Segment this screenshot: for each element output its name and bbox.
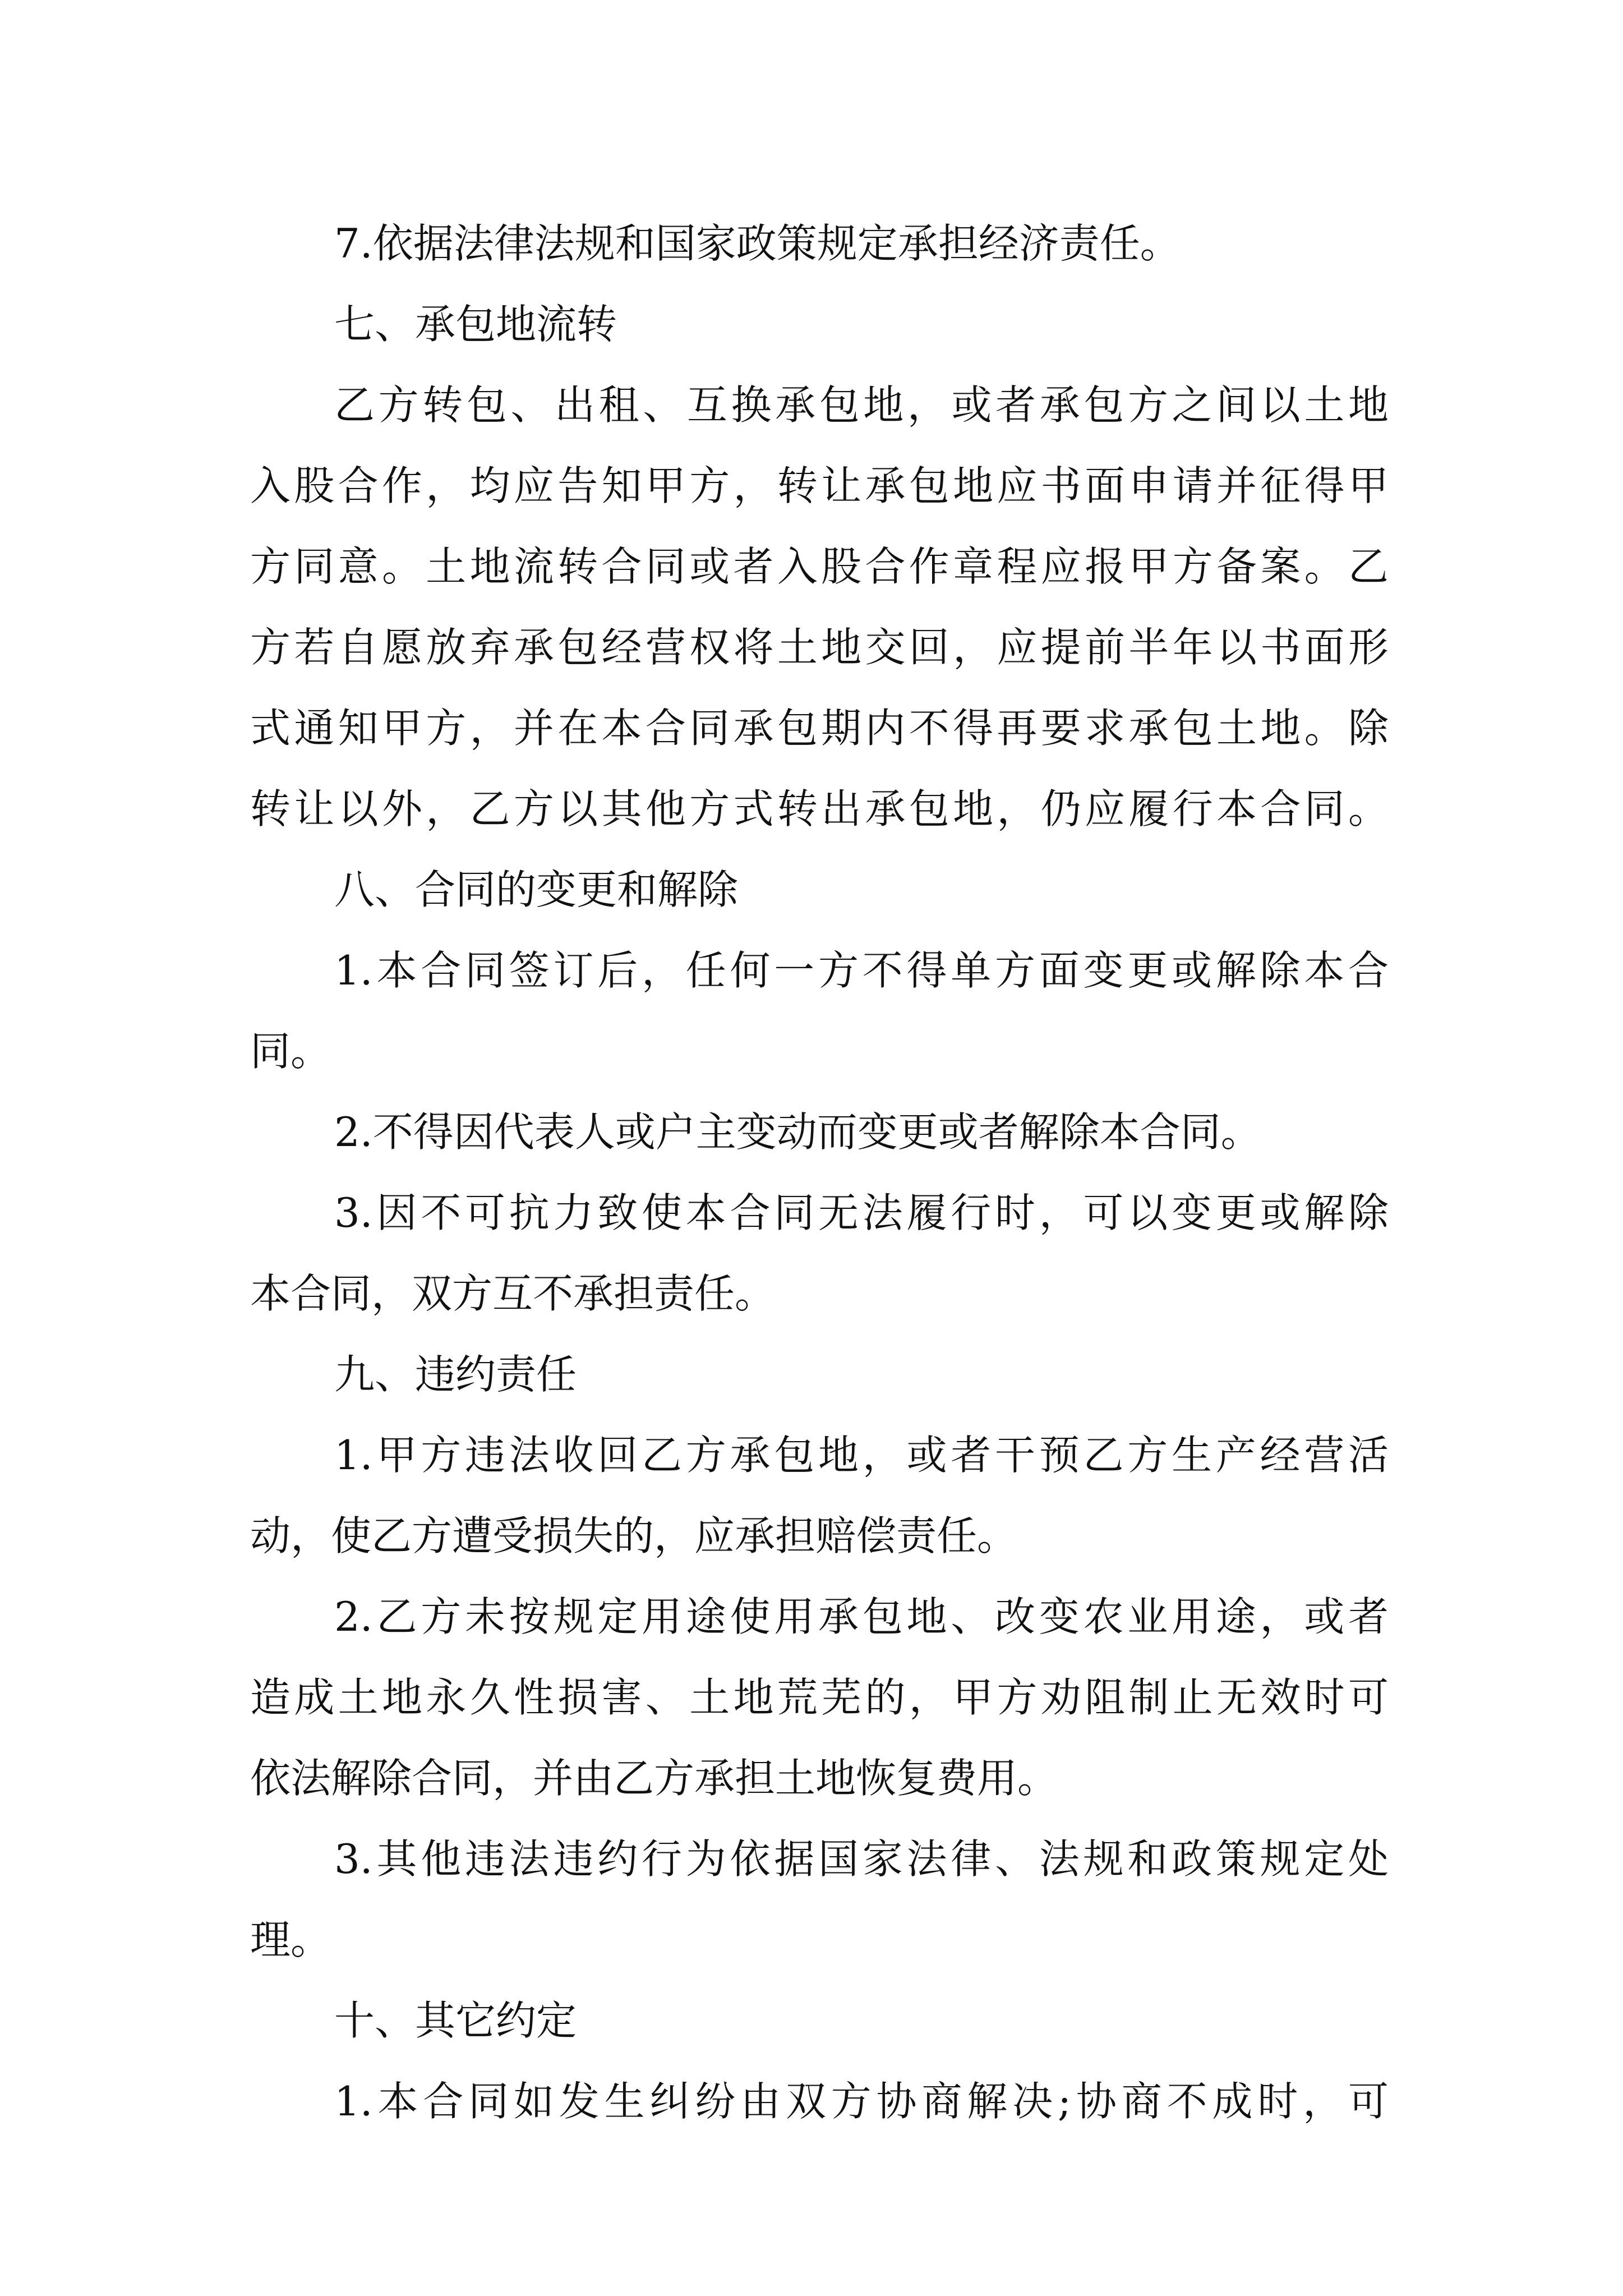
paragraph-line: 本合同，双方互不承担责任。 (250, 1270, 776, 1317)
clause-9-item-2: 2.乙方未按规定用途使用承包地、改变农业用途，或者 (334, 1593, 1389, 1640)
clause-10-item-1: 1.本合同如发生纠纷由双方协商解决;协商不成时，可 (334, 2078, 1389, 2125)
section-heading-8-change-termination: 八、合同的变更和解除 (334, 866, 739, 913)
contract-body-text (250, 203, 1389, 2142)
section-heading-7-land-transfer: 七、承包地流转 (334, 301, 617, 348)
section-heading-10-other-terms: 十、其它约定 (334, 1997, 577, 2044)
paragraph-line: 入股合作，均应告知甲方，转让承包地应书面申请并征得甲 (250, 462, 1389, 509)
clause-9-item-3: 3.其他违法违约行为依据国家法律、法规和政策规定处 (334, 1835, 1389, 1883)
clause-8-item-3: 3.因不可抗力致使本合同无法履行时，可以变更或解除 (334, 1189, 1389, 1236)
paragraph-line: 式通知甲方，并在本合同承包期内不得再要求承包土地。除 (250, 705, 1389, 752)
paragraph-line: 依法解除合同，并由乙方承担土地恢复费用。 (250, 1755, 1058, 1802)
paragraph-line: 造成土地永久性损害、土地荒芜的，甲方劝阻制止无效时可 (250, 1674, 1389, 1721)
paragraph-line: 乙方转包、出租、互换承包地，或者承包方之间以土地 (334, 381, 1389, 429)
paragraph-line: 方同意。土地流转合同或者入股合作章程应报甲方备案。乙 (250, 543, 1389, 590)
section-heading-9-liability: 九、违约责任 (334, 1351, 577, 1398)
clause-9-item-1: 1.甲方违法收回乙方承包地，或者干预乙方生产经营活 (334, 1432, 1389, 1479)
clause-6-item-7: 7.依据法律法规和国家政策规定承担经济责任。 (334, 220, 1181, 267)
clause-8-item-1: 1.本合同签订后，任何一方不得单方面变更或解除本合 (334, 947, 1389, 994)
paragraph-line: 转让以外，乙方以其他方式转出承包地，仍应履行本合同。 (250, 785, 1389, 832)
paragraph-line: 同。 (250, 1028, 331, 1075)
paragraph-line: 理。 (250, 1916, 331, 1963)
paragraph-line: 动，使乙方遭受损失的，应承担赔偿责任。 (250, 1512, 1018, 1559)
clause-8-item-2: 2.不得因代表人或户主变动而变更或者解除本合同。 (334, 1108, 1261, 1156)
paragraph-line: 方若自愿放弃承包经营权将土地交回，应提前半年以书面形 (250, 624, 1389, 671)
